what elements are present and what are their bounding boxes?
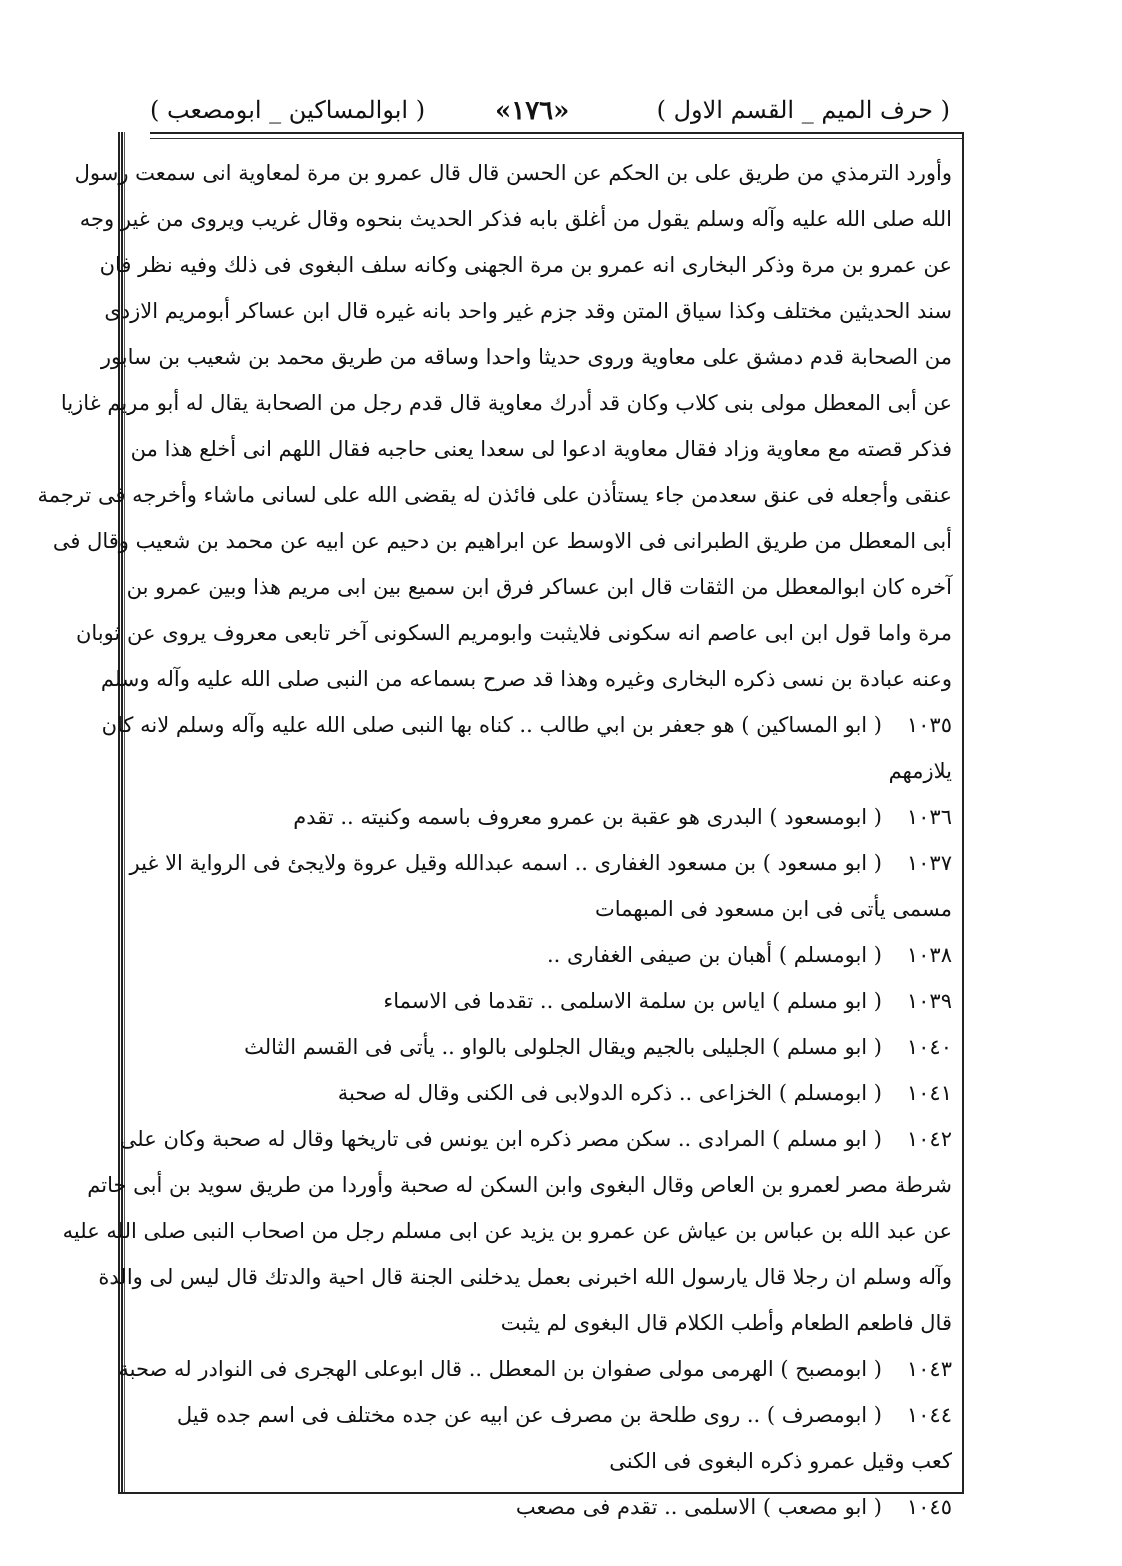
text-line: عنقى وأجعله فى عنق سعدمن جاء يستأذن على فائذن له يقضى الله على لسانى ماشاء وأخرجه فى ترجمة — [37, 483, 952, 507]
entry-1035 — [101, 702, 952, 748]
header-rule-thin — [150, 138, 962, 139]
entry-text: ( ابو المساكين ) هو جعفر بن ابي طالب .. كناه بها النبى صلى الله عليه وآله وسلم لانه كان — [101, 713, 882, 737]
text-line: وعنه عبادة بن نسى ذكره البخارى وغيره وهذا قد صرح بسماعه من النبى صلى الله عليه وآله وسلم — [100, 667, 952, 691]
text-line: مرة واما قول ابن ابى عاصم انه سكونى فلايثبت وابومريم السكونى آخر تابعى معروف يروى عن ثوبان — [75, 621, 952, 645]
entry-1038 — [142, 932, 952, 978]
text-line: وأورد الترمذي من طريق على بن الحكم عن الحسن قال قال عمرو بن مرة لمعاوية انى سمعت رسول — [74, 161, 952, 185]
entry-text: ( ابومصرف ) .. روى طلحة بن مصرف عن ابيه عن جده مختلف فى اسم جده قيل — [176, 1403, 882, 1427]
entry-text: ( ابو مسعود ) بن مسعود الغفارى .. اسمه عبدالله وقيل عروة ولايجئ فى الرواية الا غير — [129, 851, 882, 875]
entry-continuation — [142, 1438, 952, 1484]
entry-continuation — [142, 886, 952, 932]
text-line: سند الحديثين مختلف وكذا سياق المتن وقد جزم غير واحد بانه غيره قال ابن عساكر أبومريم الازدى — [104, 299, 952, 323]
text-line: الله صلى الله عليه وآله وسلم يقول من أغلق بابه فذكر الحديث بنحوه وقال غريب ويروى من غير وجه — [79, 207, 952, 231]
text-line: أبى المعطل من طريق الطبرانى فى الاوسط عن ابراهيم بن دحيم عن ابيه عن محمد بن شعيب وقال فى — [52, 529, 952, 553]
entry-1039 — [142, 978, 952, 1024]
entry-1041 — [142, 1070, 952, 1116]
entry-1042 — [119, 1116, 952, 1162]
entry-text: يلازمهم — [888, 759, 952, 783]
text-line: عن عمرو بن مرة وذكر البخارى انه عمرو بن مرة الجهنى وكانه سلف البغوى فى ذلك وفيه نظر فان — [99, 253, 952, 277]
entry-number: ١٠٣٧ — [906, 851, 952, 875]
header-rule — [150, 132, 962, 134]
text-line: شرطة مصر لعمرو بن العاص وقال البغوى وابن السكن له صحبة وأوردا من طريق سويد بن أبى حاتم — [87, 1173, 952, 1197]
text-body — [37, 150, 952, 1530]
entry-number: ١٠٣٩ — [906, 989, 952, 1013]
entry-text: مسمى يأتى فى ابن مسعود فى المبهمات — [594, 897, 952, 921]
header-section-title: ( حرف الميم _ القسم الاول ) — [656, 96, 950, 124]
entry-text: ( ابومسعود ) البدرى هو عقبة بن عمرو معروف باسمه وكنيته .. تقدم — [293, 805, 882, 829]
text-line: من الصحابة قدم دمشق على معاوية وروى حديثا واحدا وساقه من طريق محمد بن شعيب بن سابور — [100, 345, 952, 369]
entry-1044 — [142, 1392, 952, 1438]
text-line: عن أبى المعطل مولى بنى كلاب وكان قد أدرك معاوية قال قدم رجل من الصحابة يقال له أبو مريم غازيا — [60, 391, 952, 415]
text-line: عن عبد الله بن عباس بن عياش عن عمرو بن يزيد عن ابى مسلم رجل من اصحاب النبى صلى الله عليه — [62, 1219, 952, 1243]
entry-number: ١٠٤٠ — [906, 1035, 952, 1059]
entry-text: كعب وقيل عمرو ذكره البغوى فى الكنى — [609, 1449, 952, 1473]
text-line: وآله وسلم ان رجلا قال يارسول الله اخبرنى بعمل يدخلنى الجنة قال احية والدتك قال ليس لى والدة — [98, 1265, 952, 1289]
text-line: قال فاطعم الطعام وأطب الكلام قال البغوى لم يثبت — [500, 1311, 952, 1335]
entry-text: ( ابومصبح ) الهرمى مولى صفوان بن المعطل .. قال ابوعلى الهجرى فى النوادر له صحبة — [118, 1357, 882, 1381]
entry-continuation — [142, 748, 952, 794]
text-line: فذكر قصته مع معاوية وزاد فقال معاوية ادعوا لى سعدا يعنى حاجبه فقال اللهم انى أخلع هذا من — [130, 437, 952, 461]
entry-number: ١٠٤٣ — [906, 1357, 952, 1381]
entry-number: ١٠٤٢ — [906, 1127, 952, 1151]
entry-text: ( ابو مصعب ) الاسلمى .. تقدم فى مصعب — [515, 1495, 882, 1519]
entry-1043 — [118, 1346, 952, 1392]
entry-number: ١٠٣٥ — [906, 713, 952, 737]
entry-text: ( ابومسلم ) الخزاعى .. ذكره الدولابى فى الكنى وقال له صحبة — [337, 1081, 882, 1105]
entry-1045 — [142, 1484, 952, 1530]
entry-number: ١٠٤١ — [906, 1081, 952, 1105]
entry-text: ( ابو مسلم ) المرادى .. سكن مصر ذكره ابن يونس فى تاريخها وقال له صحبة وكان على — [119, 1127, 882, 1151]
entry-number: ١٠٣٦ — [906, 805, 952, 829]
entry-text: ( ابو مسلم ) اياس بن سلمة الاسلمى .. تقدما فى الاسماء — [383, 989, 882, 1013]
page-number: «١٧٦» — [495, 96, 570, 126]
entry-number: ١٠٤٥ — [906, 1495, 952, 1519]
entry-1036 — [142, 794, 952, 840]
header-range: ( ابوالمساكين _ ابومصعب ) — [150, 96, 426, 124]
entry-number: ١٠٣٨ — [906, 943, 952, 967]
running-header — [150, 96, 950, 136]
entry-text: ( ابومسلم ) أهبان بن صيفى الغفارى .. — [546, 943, 882, 967]
entry-text: ( ابو مسلم ) الجليلى بالجيم ويقال الجلولى بالواو .. يأتى فى القسم الثالث — [244, 1035, 882, 1059]
entry-1037 — [129, 840, 952, 886]
entry-number: ١٠٤٤ — [906, 1403, 952, 1427]
right-border — [962, 132, 964, 1492]
entry-1040 — [142, 1024, 952, 1070]
text-line: آخره كان ابوالمعطل من الثقات قال ابن عساكر فرق ابن سميع بين ابى مريم هذا وبين عمرو بن — [126, 575, 952, 599]
